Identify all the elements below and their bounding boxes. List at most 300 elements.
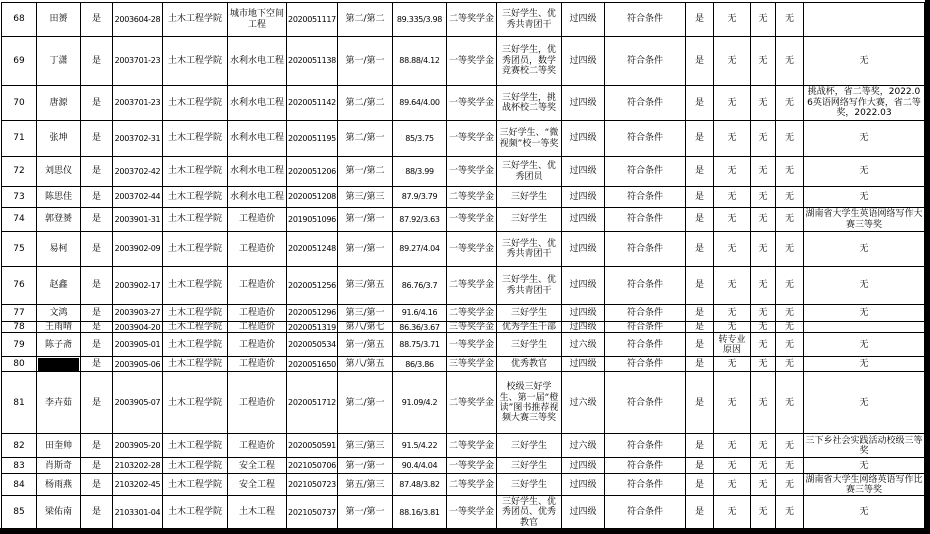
cell-remark2: 无 [751, 86, 776, 121]
cell-cet: 过四级 [562, 121, 605, 157]
cell-college: 土木工程学院 [163, 496, 228, 529]
cell-condition: 符合条件 [605, 474, 686, 496]
cell-notes [804, 322, 925, 333]
cell-condition: 符合条件 [605, 496, 686, 529]
table-row [2, 187, 925, 208]
table-row [2, 305, 925, 322]
cell-cet: 过四级 [562, 267, 605, 305]
cell-score: 88.16/3.81 [393, 496, 447, 529]
table-row [2, 3, 925, 37]
cell-no: 69 [2, 37, 37, 86]
cell-confirm: 是 [686, 157, 714, 187]
table-row [2, 322, 925, 333]
cell-awards: 三好学生 [497, 333, 562, 357]
cell-condition: 符合条件 [605, 157, 686, 187]
cell-cet: 过四级 [562, 357, 605, 372]
cell-confirm: 是 [686, 3, 714, 37]
cell-score: 88.75/3.71 [393, 333, 447, 357]
cell-notes [804, 3, 925, 37]
cell-admission_no: 2020051712 [287, 372, 338, 434]
cell-notes: 无 [804, 37, 925, 86]
cell-eligible: 是 [81, 474, 113, 496]
cell-score: 91.5/4.22 [393, 434, 447, 458]
cell-remark2: 无 [751, 458, 776, 474]
cell-notes: 挑战杯，省二等奖，2022.06英语网络写作大赛，省二等奖，2022.03 [804, 86, 925, 121]
cell-scholarship: 一等奖学金 [447, 121, 497, 157]
cell-remark3: 无 [776, 37, 804, 86]
cell-remark1: 无 [714, 232, 751, 267]
cell-student_id: 2003702-31 [113, 121, 163, 157]
cell-major: 工程造价 [228, 305, 287, 322]
cell-scholarship: 一等奖学金 [447, 458, 497, 474]
cell-major: 工程造价 [228, 357, 287, 372]
cell-no: 79 [2, 333, 37, 357]
cell-scholarship: 二等奖学金 [447, 305, 497, 322]
cell-remark3: 无 [776, 305, 804, 322]
cell-score: 91.09/4.2 [393, 372, 447, 434]
cell-remark1: 无 [714, 267, 751, 305]
table-bottom-border [0, 528, 930, 534]
table-row [2, 37, 925, 86]
cell-cet: 过四级 [562, 86, 605, 121]
cell-scholarship: 一等奖学金 [447, 333, 497, 357]
cell-remark1: 无 [714, 372, 751, 434]
cell-remark1: 无 [714, 458, 751, 474]
cell-eligible: 是 [81, 322, 113, 333]
cell-condition: 符合条件 [605, 3, 686, 37]
cell-cet: 过四级 [562, 232, 605, 267]
cell-remark2: 无 [751, 474, 776, 496]
cell-remark1: 无 [714, 434, 751, 458]
cell-eligible: 是 [81, 496, 113, 529]
cell-major: 水利水电工程 [228, 121, 287, 157]
cell-admission_no: 2021050737 [287, 496, 338, 529]
cell-condition: 符合条件 [605, 232, 686, 267]
cell-remark2: 无 [751, 434, 776, 458]
cell-student_id: 2003702-44 [113, 187, 163, 208]
cell-major: 安全工程 [228, 458, 287, 474]
cell-name [37, 357, 81, 372]
cell-score: 89.64/4.00 [393, 86, 447, 121]
cell-cet: 过四级 [562, 305, 605, 322]
cell-scholarship: 三等奖学金 [447, 357, 497, 372]
cell-cet: 过四级 [562, 322, 605, 333]
cell-rank: 第三/第五 [338, 267, 393, 305]
cell-condition: 符合条件 [605, 333, 686, 357]
cell-awards: 校级三好学生、第一届“橙读”图书推荐视频大赛三等奖 [497, 372, 562, 434]
cell-scholarship: 一等奖学金 [447, 208, 497, 232]
cell-condition: 符合条件 [605, 208, 686, 232]
cell-remark3: 无 [776, 434, 804, 458]
cell-remark2: 无 [751, 187, 776, 208]
cell-rank: 第一/第一 [338, 232, 393, 267]
table-row [2, 458, 925, 474]
cell-admission_no: 2021050706 [287, 458, 338, 474]
cell-student_id: 2003905-06 [113, 357, 163, 372]
cell-confirm: 是 [686, 357, 714, 372]
cell-awards: 三好学生、优秀团员、优秀教官 [497, 496, 562, 529]
cell-condition: 符合条件 [605, 322, 686, 333]
cell-rank: 第一/第二 [338, 157, 393, 187]
table-body [2, 3, 925, 529]
cell-notes: 湖南省大学生英语网络写作大赛三等奖 [805, 209, 923, 230]
cell-awards: 三好学生、优秀共青团干 [497, 267, 562, 305]
cell-admission_no: 2020051319 [288, 322, 336, 332]
cell-cet: 过四级 [562, 474, 605, 496]
cell-cet: 过四级 [562, 37, 605, 86]
cell-remark3: 无 [776, 322, 804, 333]
cell-awards: 三好学生 [497, 208, 562, 232]
cell-awards: 优秀学生干部 [497, 322, 562, 333]
cell-confirm: 是 [686, 267, 714, 305]
cell-rank: 第一/第五 [338, 333, 393, 357]
cell-scholarship: 一等奖学金 [447, 157, 497, 187]
cell-awards: 三好学生、优秀共青团干 [497, 232, 562, 267]
cell-student_id: 2003902-09 [113, 232, 163, 267]
cell-confirm: 是 [686, 474, 714, 496]
cell-college: 土木工程学院 [163, 3, 228, 37]
cell-cet: 过六级 [562, 333, 605, 357]
cell-score: 91.6/4.16 [393, 305, 447, 322]
cell-score: 87.9/3.79 [393, 187, 447, 208]
cell-remark2: 无 [751, 232, 776, 267]
cell-scholarship: 一等奖学金 [447, 496, 497, 529]
cell-condition: 符合条件 [605, 357, 686, 372]
cell-name: 郭登赟 [37, 208, 81, 232]
cell-score: 88.88/4.12 [393, 37, 447, 86]
cell-major: 工程造价 [228, 208, 287, 232]
cell-student_id: 2003901-31 [113, 208, 163, 232]
cell-scholarship: 二等奖学金 [447, 372, 497, 434]
cell-admission_no: 2020051650 [287, 357, 338, 372]
cell-admission_no: 2020051256 [287, 267, 338, 305]
cell-remark1: 转专业原因 [714, 333, 751, 357]
cell-remark2: 无 [751, 322, 776, 333]
cell-cet: 过四级 [562, 496, 605, 529]
cell-major: 工程造价 [228, 322, 287, 333]
cell-notes: 无 [804, 357, 925, 372]
cell-cet: 过四级 [562, 187, 605, 208]
cell-name: 刘思仪 [37, 157, 81, 187]
cell-rank: 第八/第七 [338, 322, 393, 333]
cell-remark3: 无 [776, 3, 804, 37]
cell-college: 土木工程学院 [163, 333, 228, 357]
cell-condition: 符合条件 [605, 121, 686, 157]
table-row [2, 474, 925, 496]
cell-admission_no: 2020051195 [287, 121, 338, 157]
cell-rank: 第三/第一 [338, 305, 393, 322]
cell-name: 文鸿 [37, 305, 81, 322]
cell-cet: 过四级 [562, 3, 605, 37]
table-row [2, 357, 925, 372]
cell-remark3: 无 [776, 86, 804, 121]
cell-eligible: 是 [81, 305, 113, 322]
cell-name: 丁潇 [37, 37, 81, 86]
cell-remark1: 无 [714, 86, 751, 121]
cell-remark1: 无 [714, 305, 751, 322]
cell-student_id: 2003701-23 [113, 37, 163, 86]
cell-admission_no: 2020051138 [287, 37, 338, 86]
cell-remark1: 无 [714, 322, 751, 333]
table-right-border [925, 0, 930, 534]
cell-scholarship: 一等奖学金 [447, 37, 497, 86]
cell-rank: 第一/第一 [338, 37, 393, 86]
cell-name: 李卉茹 [37, 372, 81, 434]
cell-eligible: 是 [81, 208, 113, 232]
redacted-name-box [38, 358, 79, 371]
cell-notes: 无 [804, 458, 925, 474]
cell-confirm: 是 [686, 86, 714, 121]
cell-scholarship: 一等奖学金 [447, 86, 497, 121]
cell-no: 81 [2, 372, 37, 434]
cell-confirm: 是 [686, 434, 714, 458]
cell-confirm: 是 [686, 208, 714, 232]
cell-no: 80 [2, 357, 37, 372]
cell-no: 76 [2, 267, 37, 305]
cell-college: 土木工程学院 [163, 458, 228, 474]
cell-eligible: 是 [81, 357, 113, 372]
cell-notes: 无 [804, 267, 925, 305]
cell-admission_no: 2021050723 [287, 474, 338, 496]
cell-score: 86.36/3.67 [393, 322, 447, 333]
cell-name: 田奎帅 [37, 434, 81, 458]
cell-no: 72 [2, 157, 37, 187]
cell-major: 土木工程 [228, 496, 287, 529]
cell-major: 安全工程 [228, 474, 287, 496]
cell-no: 74 [2, 208, 37, 232]
cell-name: 田赟 [37, 3, 81, 37]
cell-remark3: 无 [776, 474, 804, 496]
table-row [2, 372, 925, 434]
cell-no: 82 [2, 434, 37, 458]
cell-major: 工程造价 [228, 333, 287, 357]
cell-awards: 三好学生 [497, 305, 562, 322]
cell-remark1: 无 [714, 37, 751, 86]
cell-notes: 无 [804, 496, 925, 529]
cell-awards: 优秀教官 [497, 357, 562, 372]
cell-condition: 符合条件 [605, 86, 686, 121]
cell-major: 水利水电工程 [228, 187, 287, 208]
cell-major: 水利水电工程 [228, 157, 287, 187]
cell-score: 89.335/3.98 [393, 3, 447, 37]
cell-confirm: 是 [686, 37, 714, 86]
cell-confirm: 是 [686, 458, 714, 474]
cell-no: 70 [2, 86, 37, 121]
cell-college: 土木工程学院 [163, 322, 228, 333]
cell-college: 土木工程学院 [163, 187, 228, 208]
cell-notes: 三下乡社会实践活动校级三等奖 [805, 435, 923, 456]
cell-notes: 无 [804, 187, 925, 208]
cell-remark3: 无 [776, 232, 804, 267]
table-row [2, 121, 925, 157]
cell-no: 77 [2, 305, 37, 322]
table-row [2, 496, 925, 529]
cell-student_id: 2003902-17 [113, 267, 163, 305]
cell-rank: 第一/第一 [338, 208, 393, 232]
cell-no: 73 [2, 187, 37, 208]
cell-remark3: 无 [776, 267, 804, 305]
cell-score: 86.76/3.7 [393, 267, 447, 305]
cell-condition: 符合条件 [605, 187, 686, 208]
cell-cet: 过六级 [562, 372, 605, 434]
cell-college: 土木工程学院 [163, 372, 228, 434]
cell-college: 土木工程学院 [163, 37, 228, 86]
cell-awards: 三好学生 [497, 434, 562, 458]
cell-no: 68 [2, 3, 37, 37]
cell-college: 土木工程学院 [163, 305, 228, 322]
cell-student_id: 2103202-28 [113, 458, 163, 474]
cell-eligible: 是 [81, 157, 113, 187]
student-scholarship-table [1, 2, 925, 529]
cell-admission_no: 2020051142 [287, 86, 338, 121]
cell-remark2: 无 [751, 37, 776, 86]
cell-name: 王雨晴 [37, 322, 81, 333]
cell-awards: 三好学生 [497, 474, 562, 496]
cell-rank: 第三/第三 [338, 434, 393, 458]
cell-remark3: 无 [776, 357, 804, 372]
cell-student_id: 2003701-23 [113, 86, 163, 121]
cell-no: 71 [2, 121, 37, 157]
cell-major: 城市地下空间工程 [228, 3, 287, 37]
cell-confirm: 是 [686, 305, 714, 322]
cell-remark3: 无 [776, 157, 804, 187]
cell-rank: 第二/第一 [338, 121, 393, 157]
cell-remark2: 无 [751, 372, 776, 434]
cell-remark2: 无 [751, 496, 776, 529]
cell-confirm: 是 [686, 187, 714, 208]
cell-student_id: 2003905-20 [113, 434, 163, 458]
cell-admission_no: 2020050591 [287, 434, 338, 458]
cell-college: 土木工程学院 [163, 232, 228, 267]
cell-major: 工程造价 [228, 372, 287, 434]
cell-remark2: 无 [751, 267, 776, 305]
cell-eligible: 是 [81, 37, 113, 86]
cell-confirm: 是 [686, 322, 714, 333]
cell-confirm: 是 [686, 496, 714, 529]
cell-major: 工程造价 [228, 267, 287, 305]
cell-remark3: 无 [776, 121, 804, 157]
cell-rank: 第三/第三 [338, 187, 393, 208]
cell-name: 陈思佳 [37, 187, 81, 208]
cell-college: 土木工程学院 [163, 208, 228, 232]
cell-remark3: 无 [776, 208, 804, 232]
cell-confirm: 是 [686, 372, 714, 434]
cell-cet: 过六级 [562, 434, 605, 458]
cell-eligible: 是 [81, 458, 113, 474]
cell-name: 梁佑南 [37, 496, 81, 529]
cell-name: 陈子斋 [37, 333, 81, 357]
cell-name: 杨雨燕 [37, 474, 81, 496]
cell-awards: 三好学生 [497, 458, 562, 474]
cell-condition: 符合条件 [605, 267, 686, 305]
cell-scholarship: 一等奖学金 [447, 232, 497, 267]
cell-scholarship: 二等奖学金 [447, 434, 497, 458]
cell-no: 83 [2, 458, 37, 474]
cell-major: 水利水电工程 [228, 37, 287, 86]
cell-scholarship: 二等奖学金 [447, 187, 497, 208]
cell-score: 85/3.75 [393, 121, 447, 157]
cell-college: 土木工程学院 [163, 434, 228, 458]
cell-eligible: 是 [81, 267, 113, 305]
cell-student_id: 2003904-20 [113, 322, 163, 333]
table-row [2, 86, 925, 121]
cell-remark2: 无 [751, 305, 776, 322]
cell-notes: 无 [804, 305, 925, 322]
table-row [2, 157, 925, 187]
cell-eligible: 是 [81, 3, 113, 37]
cell-notes: 无 [804, 157, 925, 187]
cell-remark3: 无 [776, 496, 804, 529]
cell-awards: 三好学生，挑战杯校二等奖 [497, 86, 562, 121]
cell-score: 88/3.99 [393, 157, 447, 187]
cell-name: 肖斯奇 [37, 458, 81, 474]
cell-college: 土木工程学院 [163, 157, 228, 187]
cell-remark3: 无 [776, 372, 804, 434]
cell-remark1: 无 [714, 496, 751, 529]
cell-cet: 过四级 [562, 157, 605, 187]
cell-student_id: 2003604-28 [113, 3, 163, 37]
cell-awards: 三好学生、优秀共青团干 [497, 3, 562, 37]
cell-scholarship: 二等奖学金 [447, 267, 497, 305]
cell-confirm: 是 [686, 333, 714, 357]
cell-admission_no: 2019051096 [287, 208, 338, 232]
cell-college: 土木工程学院 [163, 474, 228, 496]
cell-notes: 无 [804, 232, 925, 267]
cell-remark2: 无 [751, 157, 776, 187]
cell-major: 工程造价 [228, 434, 287, 458]
cell-remark3: 无 [776, 187, 804, 208]
cell-remark3: 无 [776, 458, 804, 474]
cell-cet: 过四级 [562, 458, 605, 474]
cell-awards: 三好学生、优秀团员 [497, 157, 562, 187]
table-row [2, 232, 925, 267]
cell-student_id: 2003702-42 [113, 157, 163, 187]
table-row [2, 267, 925, 305]
table-row [2, 434, 925, 458]
cell-eligible: 是 [81, 333, 113, 357]
cell-no: 85 [2, 496, 37, 529]
cell-college: 土木工程学院 [163, 267, 228, 305]
cell-score: 86/3.86 [393, 357, 447, 372]
cell-remark2: 无 [751, 357, 776, 372]
cell-no: 78 [2, 322, 37, 333]
cell-remark2: 无 [751, 208, 776, 232]
cell-remark1: 无 [714, 121, 751, 157]
cell-name: 唐源 [37, 86, 81, 121]
cell-notes: 无 [804, 333, 925, 357]
cell-name: 易柯 [37, 232, 81, 267]
cell-remark3: 无 [776, 333, 804, 357]
cell-eligible: 是 [81, 372, 113, 434]
cell-rank: 第八/第五 [338, 357, 393, 372]
cell-name: 赵鑫 [37, 267, 81, 305]
cell-eligible: 是 [81, 232, 113, 267]
cell-remark1: 无 [714, 157, 751, 187]
cell-admission_no: 2020051208 [287, 187, 338, 208]
cell-confirm: 是 [686, 232, 714, 267]
cell-rank: 第二/第二 [338, 3, 393, 37]
cell-cet: 过四级 [562, 208, 605, 232]
cell-student_id: 2103202-45 [113, 474, 163, 496]
cell-eligible: 是 [81, 121, 113, 157]
cell-condition: 符合条件 [605, 305, 686, 322]
cell-rank: 第二/第一 [338, 372, 393, 434]
cell-notes: 无 [804, 372, 925, 434]
cell-remark2: 无 [751, 333, 776, 357]
cell-scholarship: 二等奖学金 [447, 3, 497, 37]
cell-admission_no: 2020051206 [287, 157, 338, 187]
cell-college: 土木工程学院 [163, 357, 228, 372]
